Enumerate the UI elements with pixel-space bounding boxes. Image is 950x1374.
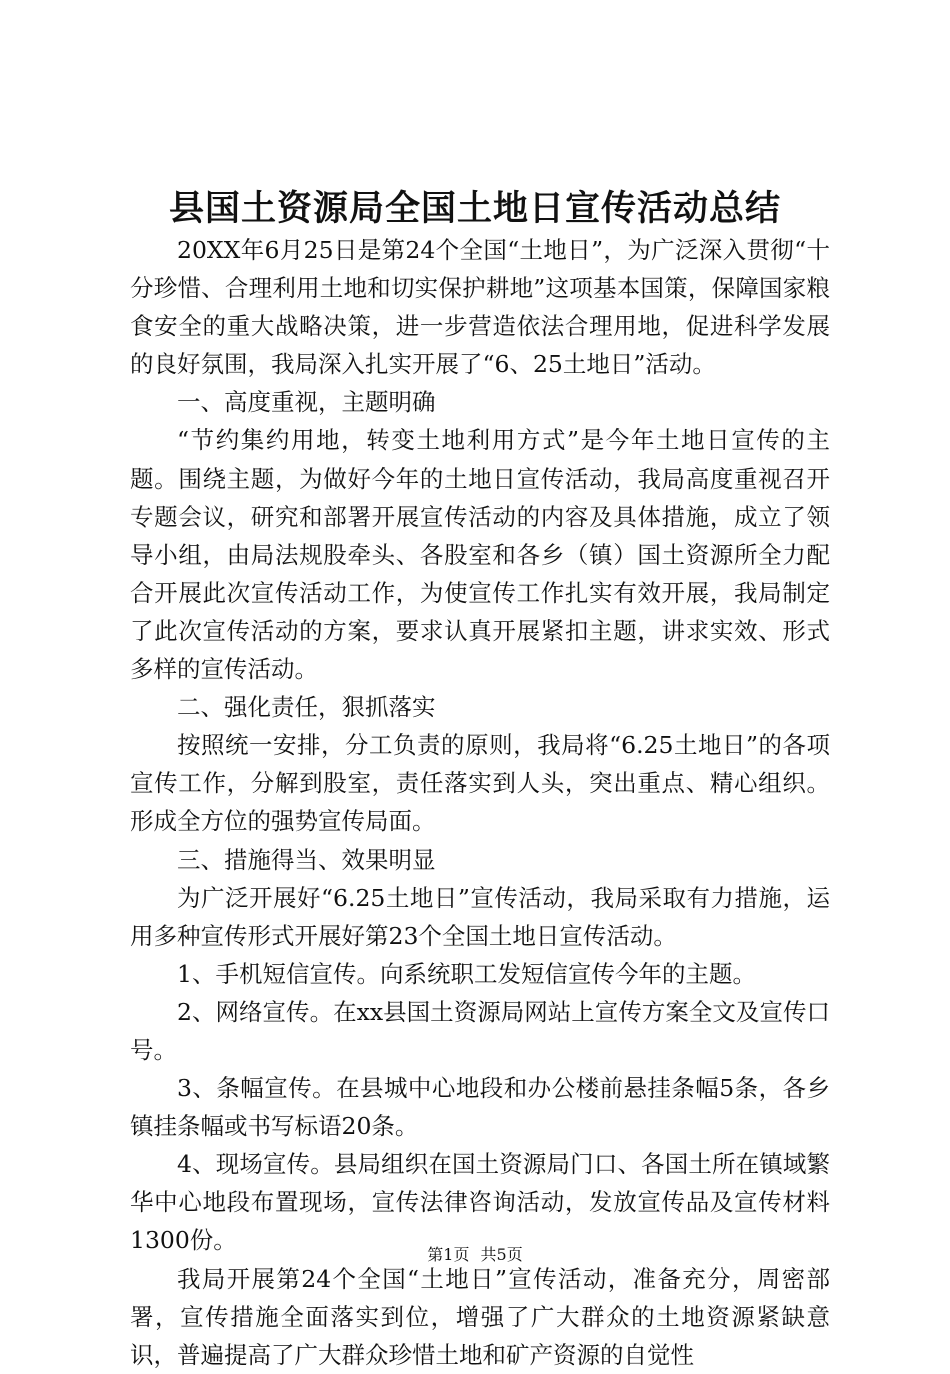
paragraph: 我局开展第24个全国“土地日”宣传活动，准备充分，周密部署，宣传措施全面落实到位，增强了广大群众的土地资源紧缺意识，普遍提高了广大群众珍惜土地和矿产资源的自觉性 (130, 1264, 830, 1369)
page-footer (0, 1244, 950, 1266)
page-number: 第1页 (427, 1245, 470, 1264)
section-heading: 三、措施得当、效果明显 (177, 845, 436, 874)
paragraph: 为广泛开展好“6.25土地日”宣传活动，我局采取有力措施，运用多种宣传形式开展好第23个全国土地日宣传活动。 (130, 883, 830, 950)
paragraph: “节约集约用地，转变土地利用方式”是今年土地日宣传的主题。围绕主题，为做好今年的土地日宣传活动，我局高度重视召开专题会议，研究和部署开展宣传活动的内容及具体措施，成立了领导小组，由局法规股牵头、各股室和各乡（镇）国土资源所全力配合开展此次宣传活动工作，为使宣传工作扎实有效开展，我局制定了此次宣传活动的方案，要求认真开展紧扣主题，讲求实效、形式多样的宣传活动。 (130, 426, 830, 684)
section-heading: 一、高度重视，主题明确 (177, 388, 436, 417)
paragraph: 按照统一安排，分工负责的原则，我局将“6.25土地日”的各项宣传工作，分解到股室，责任落实到人头，突出重点、精心组织。形成全方位的强势宣传局面。 (130, 731, 830, 836)
list-item: 3、条幅宣传。在县城中心地段和办公楼前悬挂条幅5条，各乡镇挂条幅或书写标语20条。 (130, 1074, 830, 1141)
page-total: 共5页 (480, 1245, 523, 1264)
list-item: 2、网络宣传。在xx县国土资源局网站上宣传方案全文及宣传口号。 (130, 997, 830, 1064)
document-body (130, 231, 830, 1374)
list-item: 4、现场宣传。县局组织在国土资源局门口、各国土所在镇域繁华中心地段布置现场，宣传法律咨询活动，发放宣传品及宣传材料1300份。 (130, 1150, 830, 1255)
list-item: 1、手机短信宣传。向系统职工发短信宣传今年的主题。 (177, 959, 756, 988)
document-title: 县国土资源局全国土地日宣传活动总结 (168, 188, 781, 229)
paragraph: 20XX年6月25日是第24个全国“土地日”，为广泛深入贯彻“十分珍惜、合理利用土地和切实保护耕地”这项基本国策，保障国家粮食安全的重大战略决策，进一步营造依法合理用地，促进科学发展的良好氛围，我局深入扎实开展了“6、25土地日”活动。 (130, 236, 830, 379)
section-heading: 二、强化责任，狠抓落实 (177, 693, 436, 722)
